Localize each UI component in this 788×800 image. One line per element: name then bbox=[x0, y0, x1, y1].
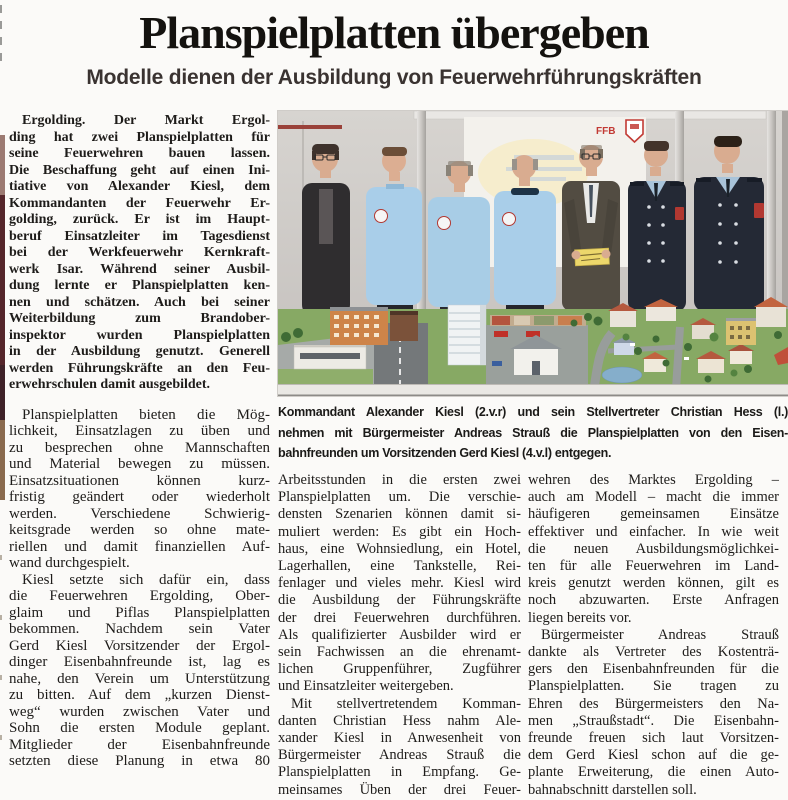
text-line: beruf Einsatzleiter im Tagesdienst bbox=[9, 228, 270, 244]
text-line: Einsatzsituationen können kurz- bbox=[9, 472, 270, 489]
text-line: und Einsatzleiter weitergeben. bbox=[278, 678, 454, 695]
text-line: freunde freuen sich laut Vorsitzen- bbox=[528, 730, 779, 747]
text-line: häufigeren gemeinsamen Einsätze bbox=[528, 506, 779, 523]
sleeve-patch bbox=[675, 207, 684, 220]
text-line: Ergolding. Der Markt Ergol- bbox=[22, 113, 270, 128]
model-highrise bbox=[448, 305, 486, 365]
text-line: nahe, den Verein um Unterstützung bbox=[9, 670, 270, 687]
text-line: plante Erweiterung, die einen Auto- bbox=[528, 764, 779, 781]
text-column-left bbox=[9, 113, 270, 770]
text-line: lichen Gruppenführer, Zugführer bbox=[278, 661, 521, 678]
text-line: haus, eine Wohnsiedlung, ein Hotel, bbox=[278, 540, 521, 557]
club-logo-badge bbox=[438, 217, 451, 230]
right-wall-edge bbox=[782, 111, 788, 323]
article-photo bbox=[278, 111, 788, 396]
text-line: fenlager und vieles mehr. Kiesl wird bbox=[278, 575, 521, 592]
text-line: muliert werden: Es gibt ein Hoch- bbox=[278, 523, 521, 540]
text-line: setzten diese Planung in etwa 80 bbox=[9, 753, 270, 769]
text-line: inspektor wurden Planspielplatten bbox=[9, 327, 270, 343]
text-line: Die Beschaffung geht auf einen Ini- bbox=[9, 162, 270, 178]
text-line: werden. Verschiedene Schwierig- bbox=[9, 505, 270, 522]
text-line: zu bitten. Auf dem „kurzen Dienst- bbox=[9, 687, 270, 703]
text-line: bahnabschnitt darstellen soll. bbox=[528, 781, 697, 798]
model-fire-truck bbox=[494, 331, 508, 337]
text-line: in der Ausbildung genutzt. Generell bbox=[9, 344, 270, 359]
model-car bbox=[492, 361, 502, 366]
text-column-right bbox=[528, 472, 779, 799]
text-line: kreis genutzt werden können, gilt es bbox=[528, 575, 779, 592]
text-line: glaim und Piflas Planspielplatten bbox=[9, 604, 270, 621]
text-line: dinger Eisenbahnfreunde ist, lag es bbox=[9, 654, 270, 670]
text-line: Gerd Kiesl Vorsitzender der Ergol- bbox=[9, 637, 270, 654]
model-orange-apartment bbox=[330, 307, 388, 345]
text-line: bei der Werkfeuerwehr Kernkraft- bbox=[9, 245, 270, 260]
text-line: golding, zurück. Er ist im Haupt- bbox=[9, 212, 270, 227]
paragraph-gap bbox=[9, 394, 270, 407]
text-line: dung lernte er Planspielplatten ken- bbox=[9, 278, 270, 293]
model-brown-building bbox=[390, 311, 418, 341]
text-line: lichkeit, Einsatzlagen zu üben und bbox=[9, 423, 270, 439]
text-line: seine Feuerwehren bauen lassen. bbox=[9, 146, 270, 161]
text-line: Planspielplatten bieten die Mög- bbox=[22, 406, 270, 423]
text-line: tiative von Alexander Kiesl, dem bbox=[9, 179, 270, 194]
text-line: Lagerhallen, eine Tankstelle, Rei- bbox=[278, 558, 521, 575]
subheadline: Modelle dienen der Ausbildung von Feuerwehrführungskräften bbox=[86, 66, 702, 89]
text-line: Planspielplatten. Sie tragen zu bbox=[528, 678, 779, 695]
model-white-building bbox=[294, 345, 366, 369]
club-logo-badge bbox=[503, 213, 516, 226]
text-line: liegen bereits vor. bbox=[528, 609, 632, 626]
photo-caption bbox=[278, 402, 788, 464]
text-line: auch am Modell – macht die immer bbox=[528, 489, 779, 506]
text-line: Planspielplatten in Empfang. Ge- bbox=[278, 764, 521, 781]
text-line: Arbeitsstunden in die ersten zwei bbox=[278, 472, 521, 488]
text-line: effektiver und einfacher. In wie weit bbox=[528, 523, 779, 540]
text-line: nehmen mit Bürgermeister Andreas Strauß die Planspielplatten von den Eisen- bbox=[278, 425, 788, 440]
sleeve-patch bbox=[754, 203, 764, 218]
text-line: nen und schätzen. Auch bei seiner bbox=[9, 294, 270, 310]
text-line: wehren des Marktes Ergolding – bbox=[528, 472, 779, 488]
ffb-logo-text: FFB bbox=[596, 126, 616, 137]
text-line: Kiesl setzte sich dafür ein, dass bbox=[22, 571, 270, 588]
text-line: werden Führungskräfte an den Feu- bbox=[9, 360, 270, 376]
text-line: Kommandant Alexander Kiesl (2.v.r) und sein Stellvertreter Christian Hess (l.) bbox=[278, 405, 788, 419]
model-road-vertical bbox=[676, 327, 680, 389]
text-line: Mitglieder der Eisenbahnfreunde bbox=[9, 736, 270, 753]
text-line: noch abzuwarten. Erste Anfragen bbox=[528, 592, 779, 609]
text-line: Mit stellvertretendem Komman- bbox=[291, 695, 521, 712]
text-line: gers den Eisenbahnfreunden für die bbox=[528, 661, 779, 678]
text-line: keitsgrade werden so ohne mate- bbox=[9, 522, 270, 538]
text-line: und Material bewegen zu müssen. bbox=[9, 456, 270, 472]
text-line: zu besprechen ohne Mannschaften bbox=[9, 439, 270, 456]
text-line: wand durchgespielt. bbox=[9, 555, 130, 571]
text-line: dem Gerd Kiesl schon auf die ge- bbox=[528, 747, 779, 764]
text-line: Ehren des Bürgermeisters den Na- bbox=[528, 695, 779, 712]
text-line: Bürgermeister Andreas Strauß bbox=[541, 626, 779, 643]
model-pond bbox=[602, 367, 642, 383]
text-line: werk Isar. Während seiner Ausbil- bbox=[9, 261, 270, 277]
text-line: Als qualifizierter Ausbilder wird er bbox=[278, 626, 521, 643]
photo-scene bbox=[278, 111, 788, 396]
text-line: bahnfreunden um Vorsitzenden Gerd Kiesl (4.v.l) entgegen. bbox=[278, 446, 612, 460]
planspiel-model bbox=[278, 297, 788, 396]
scan-edge-artifact-bottom bbox=[0, 555, 2, 775]
text-line: sein Fachwissen an die ehrenamt- bbox=[278, 644, 521, 661]
scan-edge-artifact-strip bbox=[0, 135, 5, 500]
text-column-middle bbox=[278, 472, 521, 799]
text-line: ten für alle Feuerwehren im Land- bbox=[528, 558, 779, 575]
club-logo-badge bbox=[375, 210, 388, 223]
text-line: densten Szenarien können damit si- bbox=[278, 506, 521, 523]
text-line: Planspielplatten um. Die verschie- bbox=[278, 489, 521, 506]
text-line: riellen und damit finanziellen Auf- bbox=[9, 538, 270, 555]
text-line: dankte als Vertreter des Kostenträ- bbox=[528, 644, 779, 661]
text-line: die Ausbildung der Führungskräfte bbox=[278, 592, 521, 609]
headline: Planspielplatten übergeben bbox=[139, 7, 649, 58]
text-line: bekommen. Nachdem sein Vater bbox=[9, 621, 270, 637]
text-line: ding hat zwei Planspielplatten für bbox=[9, 129, 270, 145]
text-line: xander Kiesl in Anwesenheit von bbox=[278, 730, 521, 747]
text-line: fristig geändert oder wiederholt bbox=[9, 489, 270, 505]
red-wall-stripe bbox=[278, 125, 342, 129]
text-line: Weiterbildung zum Brandober- bbox=[9, 311, 270, 326]
text-line: men „Straußstadt“. Die Eisenbahn- bbox=[528, 712, 779, 729]
text-line: Sohn die ersten Module geplant. bbox=[9, 720, 270, 736]
model-yellow-building bbox=[726, 318, 756, 345]
text-line: Bürgermeister Andreas Strauß die bbox=[278, 747, 521, 764]
text-line: meinsames Üben der drei Feuer- bbox=[278, 781, 521, 798]
screen-pole-far-right bbox=[767, 111, 776, 323]
text-line: weg“ wurden zwischen Vater und bbox=[9, 703, 270, 720]
text-line: erwehrschulen damit ausgebildet. bbox=[9, 377, 211, 392]
model-front-edge bbox=[278, 385, 788, 396]
text-line: der drei Feuerwehren durchführen. bbox=[278, 609, 521, 626]
text-line: die Feuerwehren Ergolding, Ober- bbox=[9, 588, 270, 604]
text-line: die neuen Ausbildungsmöglichkei- bbox=[528, 540, 779, 557]
text-line: Kommandanten der Feuerwehr Er- bbox=[9, 195, 270, 211]
text-line: danten Christian Hess nahm Ale- bbox=[278, 712, 521, 729]
